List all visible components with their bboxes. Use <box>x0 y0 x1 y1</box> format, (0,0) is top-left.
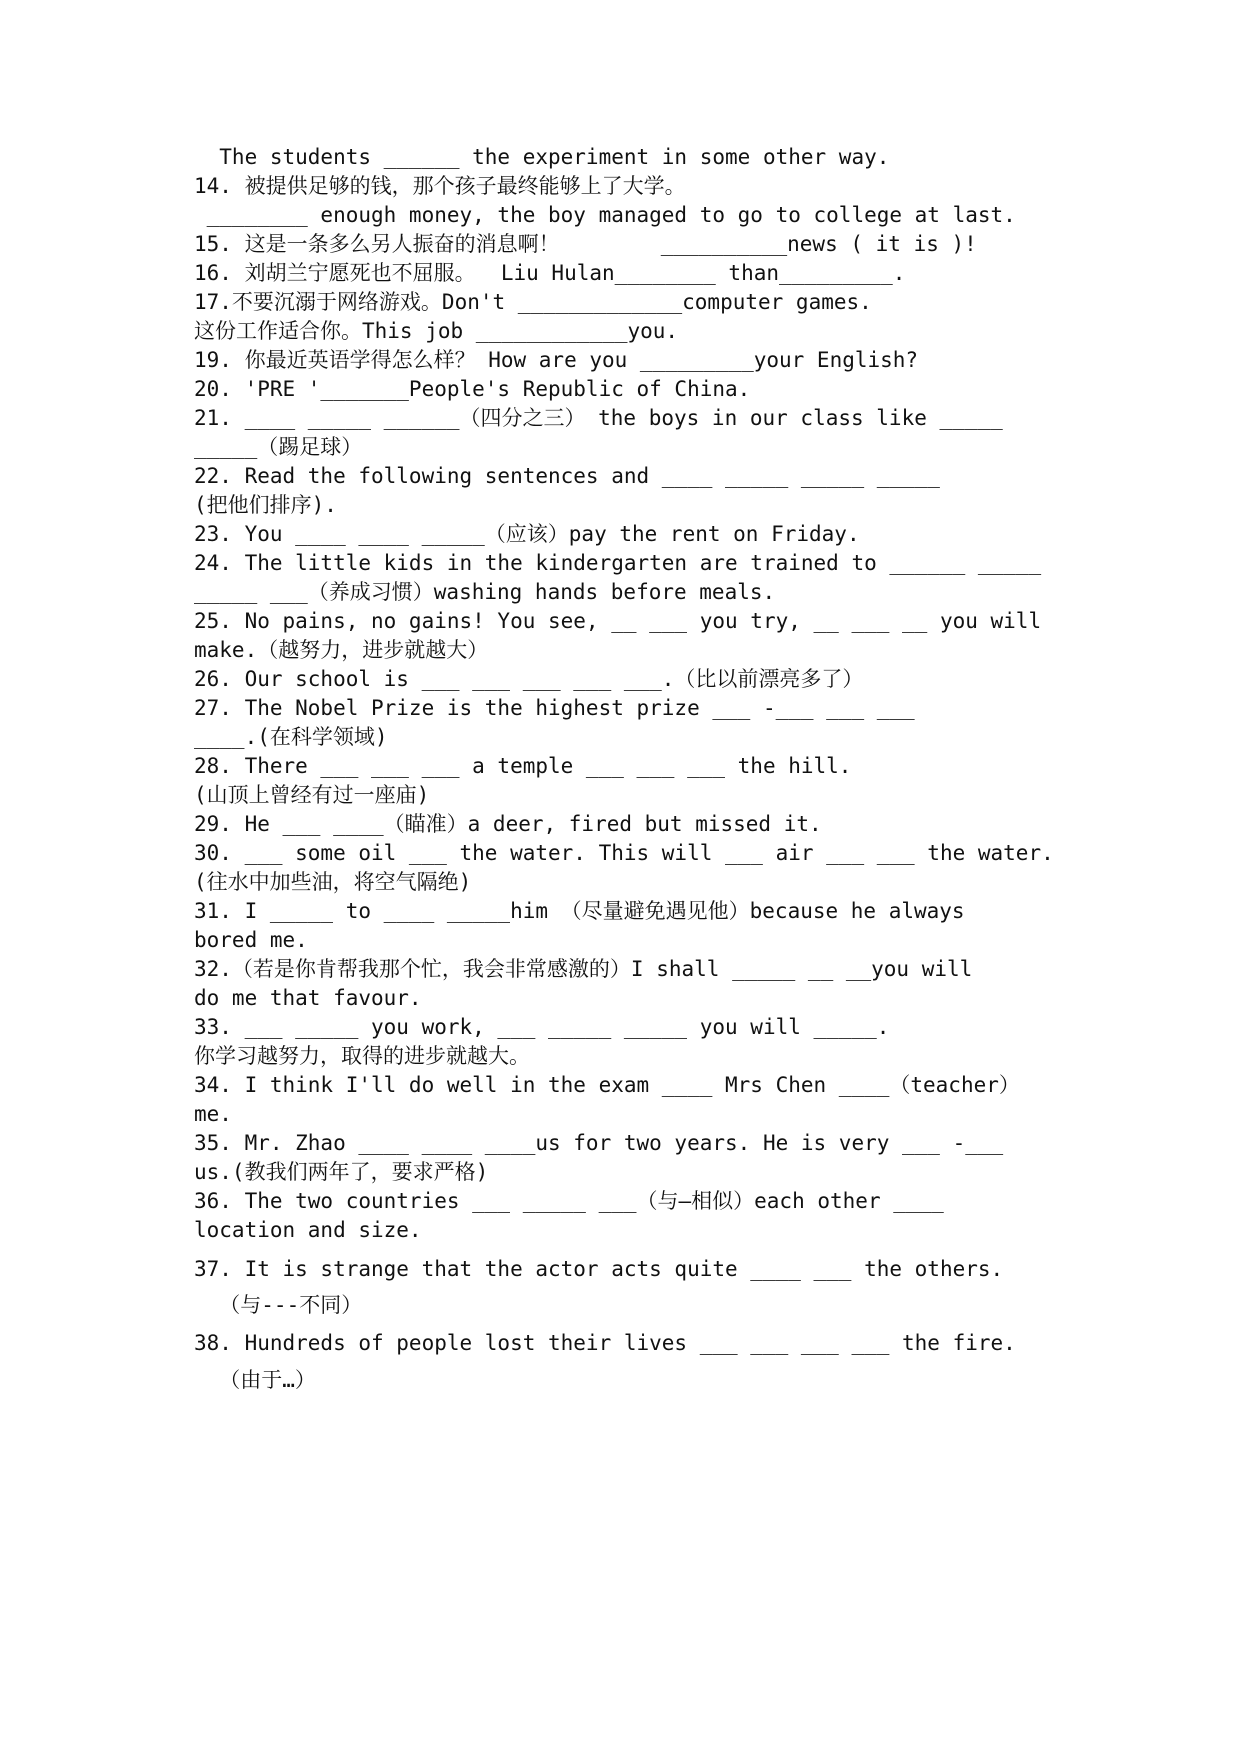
text-line: 23. You ____ ____ _____（应该）pay the rent on Friday. <box>194 522 860 546</box>
text-line: 20. 'PRE '_______People's Republic of China. <box>194 377 751 401</box>
text-line: location and size. <box>194 1218 422 1242</box>
text-line: 19. 你最近英语学得怎么样？ How are you _________your English? <box>194 348 919 372</box>
text-line: 24. The little kids in the kindergarten are trained to ______ _____ <box>194 551 1042 575</box>
text-line: （由于…） <box>194 1368 316 1392</box>
text-line: 35. Mr. Zhao ____ ____ ____us for two years. He is very ___ -___ <box>194 1131 1004 1155</box>
text-line: ____.(在科学领域) <box>194 725 388 749</box>
text-line: 29. He ___ ____（瞄准）a deer, fired but missed it. <box>194 812 822 836</box>
text-line: do me that favour. <box>194 986 422 1010</box>
text-line: 14. 被提供足够的钱，那个孩子最终能够上了大学。 <box>194 174 686 198</box>
text-line: 22. Read the following sentences and ____ _____ _____ _____ <box>194 464 940 488</box>
text-line: me. <box>194 1102 232 1126</box>
text-line: 28. There ___ ___ ___ a temple ___ ___ ___ the hill. <box>194 754 852 778</box>
text-line: _____ ___（养成习惯）washing hands before meals. <box>194 580 776 604</box>
text-line: 16. 刘胡兰宁愿死也不屈服。 Liu Hulan________ than_________. <box>194 261 906 285</box>
text-line: make.（越努力，进步就越大） <box>194 638 489 662</box>
text-line: _____（踢足球） <box>194 435 363 459</box>
text-line: 这份工作适合你。This job ____________you. <box>194 319 679 343</box>
text-line: （与---不同） <box>194 1293 363 1317</box>
text-line: 26. Our school is ___ ___ ___ ___ ___.（比以前漂亮多了） <box>194 667 864 691</box>
text-line: us.(教我们两年了，要求严格) <box>194 1160 489 1184</box>
text-line: 37. It is strange that the actor acts quite ____ ___ the others. <box>194 1257 1004 1281</box>
text-line: (山顶上曾经有过一座庙) <box>194 783 430 807</box>
text-line: 30. ___ some oil ___ the water. This will ___ air ___ ___ the water. <box>194 841 1054 865</box>
text-line: 25. No pains, no gains! You see, __ ___ you try, __ ___ __ you will <box>194 609 1042 633</box>
text-line: ________ enough money, the boy managed to go to college at last. <box>194 203 1016 227</box>
text-line: (把他们排序). <box>194 493 337 517</box>
text-line: 34. I think I'll do well in the exam ____ Mrs Chen ____（teacher） <box>194 1073 1020 1097</box>
text-line: 17.不要沉溺于网络游戏。Don't _____________computer games. <box>194 290 872 314</box>
text-line: 21. ____ _____ ______（四分之三） the boys in our class like _____ <box>194 406 1003 430</box>
text-line: bored me. <box>194 928 308 952</box>
text-line: 36. The two countries ___ _____ ___（与—相似）each other ____ <box>194 1189 944 1213</box>
text-line: 32.（若是你肯帮我那个忙，我会非常感激的）I shall _____ __ __you will <box>194 957 973 981</box>
text-line: (往水中加些油，将空气隔绝) <box>194 870 472 894</box>
text-line: 31. I _____ to ____ _____him （尽量避免遇见他）because he always <box>194 899 965 923</box>
text-line: The students ______ the experiment in some other way. <box>194 145 890 169</box>
text-line: 38. Hundreds of people lost their lives ___ ___ ___ ___ the fire. <box>194 1331 1016 1355</box>
text-line: 33. ___ _____ you work, ___ _____ _____ you will _____. <box>194 1015 890 1039</box>
text-line: 你学习越努力，取得的进步就越大。 <box>194 1044 530 1068</box>
text-line: 15. 这是一条多么另人振奋的消息啊！ __________news ( it is )! <box>194 232 977 256</box>
text-line: 27. The Nobel Prize is the highest prize ___ -___ ___ ___ <box>194 696 915 720</box>
